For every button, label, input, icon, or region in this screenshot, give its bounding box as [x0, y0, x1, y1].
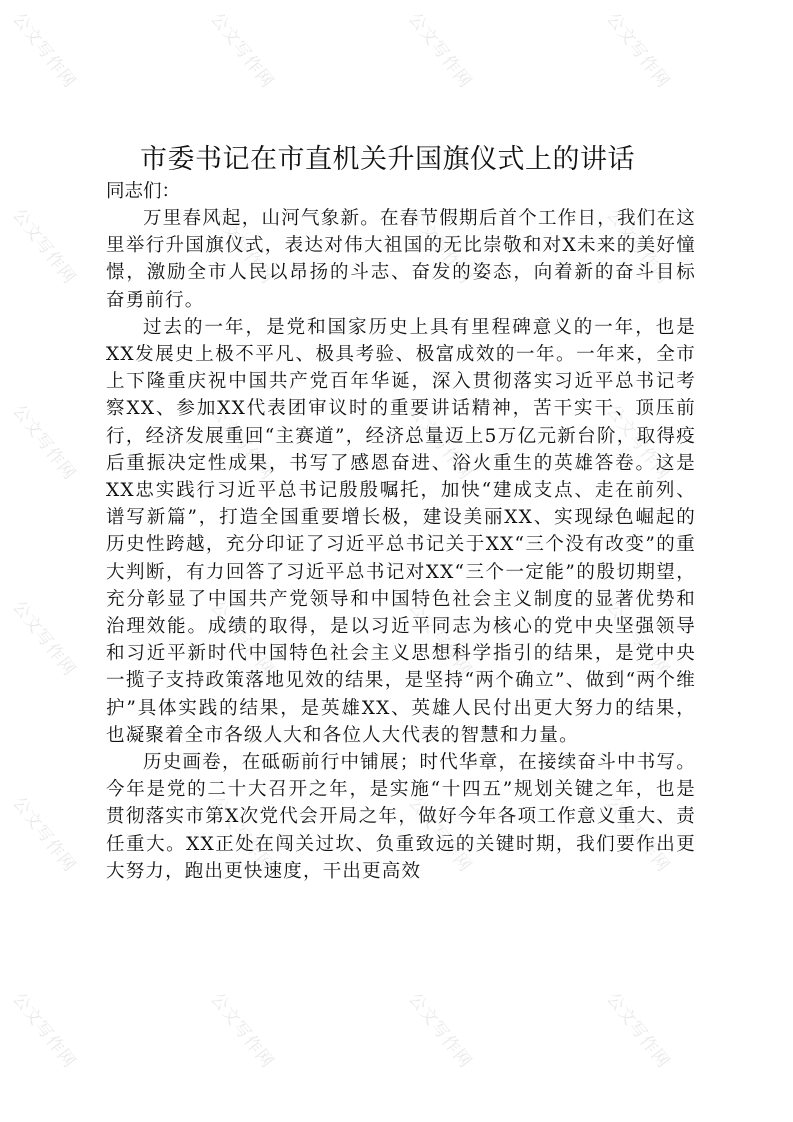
document-page	[106, 142, 696, 885]
watermark-text: 公文写作网	[8, 597, 80, 681]
watermark-text: 公文写作网	[8, 9, 80, 93]
watermark-text: 公文写作网	[8, 989, 80, 1073]
watermark-text: 公文写作网	[206, 401, 278, 485]
watermark-text: 公文写作网	[404, 9, 476, 93]
watermark-text: 公文写作网	[404, 401, 476, 485]
paragraph-3: 历史画卷，在砥砺前行中铺展；时代华章，在接续奋斗中书写。今年是党的二十大召开之年，是实施“十四五”规划关键之年，也是贯彻落实市第X次党代会开局之年，做好今年各项工作意义重大、责任重大。XX正处在闯关过坎、负重致远的关键时期，我们要作出更大努力，跑出更快速度，干出更高效	[106, 752, 696, 882]
watermark-text: 公文写作网	[404, 793, 476, 877]
watermark-text: 公文写作网	[206, 989, 278, 1073]
watermark-text: 公文写作网	[404, 989, 476, 1073]
watermark-text: 公文写作网	[8, 401, 80, 485]
watermark-text: 公文写作网	[602, 597, 674, 681]
watermark-text: 公文写作网	[206, 597, 278, 681]
watermark-text: 公文写作网	[404, 597, 476, 681]
watermark-text: 公文写作网	[602, 9, 674, 93]
watermark-text: 公文写作网	[602, 989, 674, 1073]
watermark-text: 公文写作网	[206, 9, 278, 93]
watermark-text: 公文写作网	[8, 793, 80, 877]
watermark-text: 公文写作网	[206, 793, 278, 877]
watermark-text: 公文写作网	[404, 205, 476, 289]
watermark-text: 公文写作网	[602, 205, 674, 289]
watermark-text: 公文写作网	[8, 205, 80, 289]
salutation: 同志们：	[106, 181, 181, 202]
watermark-text: 公文写作网	[602, 401, 674, 485]
watermark-text: 公文写作网	[206, 205, 278, 289]
watermark-text: 公文写作网	[602, 793, 674, 877]
document-title: 市委书记在市直机关升国旗仪式上的讲话	[140, 144, 635, 175]
paragraph-2: 过去的一年，是党和国家历史上具有里程碑意义的一年，也是XX发展史上极不平凡、极具考验、极富成效的一年。一年来，全市上下隆重庆祝中国共产党百年华诞，深入贯彻落实习近平总书记考察XX、参加XX代表团审议时的重要讲话精神，苦干实干、顶压前行，经济发展重回“主赛道”，经济总量迈上5万亿元新台阶，取得疫后重振决定性成果，书写了感恩奋进、浴火重生的英雄答卷。这是XX忠实践行习近平总书记殷殷嘱托，加快“建成支点、走在前列、谱写新篇”，打造全国重要增长极，建设美丽XX、实现绿色崛起的历史性跨越，充分印证了习近平总书记关于XX“三个没有改变”的重大判断，有力回答了习近平总书记对XX“三个一定能”的殷切期望，充分彰显了中国共产党领导和中国特色社会主义制度的显著优势和治理效能。成绩的取得，是以习近平同志为核心的党中央坚强领导和习近平新时代中国特色社会主义思想科学指引的结果，是党中央一揽子支持政策落地见效的结果，是坚持“两个确立”、做到“两个维护”具体实践的结果，是英雄XX、英雄人民付出更大努力的结果，也凝聚着全市各级人大和各位人大代表的智慧和力量。	[106, 316, 696, 746]
paragraph-1: 万里春风起，山河气象新。在春节假期后首个工作日，我们在这里举行升国旗仪式，表达对伟大祖国的无比崇敬和对X未来的美好憧憬，激励全市人民以昂扬的斗志、奋发的姿态，向着新的奋斗目标奋勇前行。	[106, 208, 696, 311]
